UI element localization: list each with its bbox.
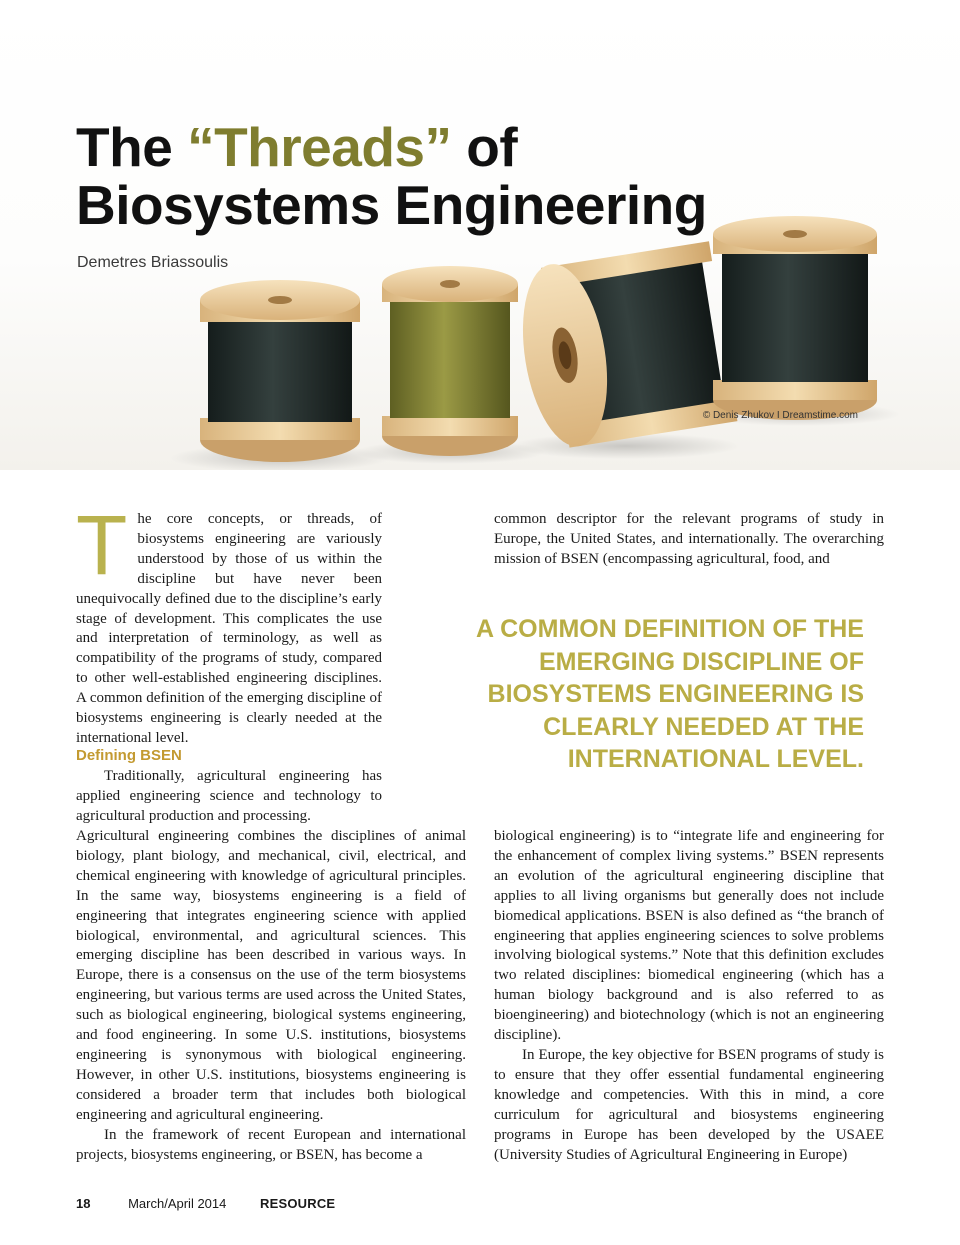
pull-quote-line-4: CLEARLY NEEDED AT THE xyxy=(543,712,864,741)
title-prefix: The xyxy=(76,116,188,178)
drop-cap: T xyxy=(76,498,128,592)
right-top-text: common descriptor for the relevant programs of study in Europe, the United States, and internationally. The overarching mission of BSEN (encompassing agricultural, food, and xyxy=(494,511,884,567)
right-column-bottom xyxy=(494,827,884,1165)
right-column-top xyxy=(494,510,884,570)
publication-name: RESOURCE xyxy=(260,1196,336,1211)
page-footer xyxy=(76,1196,335,1211)
defining-paragraph-start xyxy=(76,767,382,827)
title-middle: of xyxy=(451,116,518,178)
spool-olive xyxy=(382,266,518,456)
title-accent: “Threads” xyxy=(187,116,452,178)
pull-quote-line-1: A COMMON DEFINITION OF THE xyxy=(476,615,864,643)
photo-credit: © Denis Zhukov I Dreamstime.com xyxy=(702,410,858,421)
pull-quote-line-3: BIOSYSTEMS ENGINEERING IS xyxy=(487,680,864,708)
title-line2: Biosystems Engineering xyxy=(76,174,707,236)
left-column-body xyxy=(76,827,466,1165)
issue-date: March/April 2014 xyxy=(128,1196,227,1211)
pull-quote-line-2: EMERGING DISCIPLINE OF xyxy=(538,647,864,676)
pull-quote xyxy=(430,613,864,776)
pull-quote-line-5: INTERNATIONAL LEVEL. xyxy=(567,745,864,773)
intro-paragraph xyxy=(76,498,382,749)
section-heading: Defining BSEN xyxy=(76,747,182,764)
spool-dark-right xyxy=(713,216,877,420)
article-title xyxy=(76,118,707,234)
defining-p1-rest: Agricultural engineering combines the disciplines of animal biology, plant biology, and mechanical, civil, electrical, and chemical engineering with knowledge of agricultural principles. In the same way, biosystems engineering is a field of engineering that integrates engineering science with applied biological, environmental, and agricultural sciences. This emerging discipline has been described in various ways. In Europe, there is a consensus on the use of the term biosystems engineering, but various terms are used across the United States, such as biological engineering, biological systems engineering, and food engineering. In some U.S. institutions, biosystems engineering is synonymous with biological engineering. However, in other U.S. institutions, biosystems engineering is considered a broader term that includes both biological engineering and agricultural engineering. xyxy=(76,828,466,1123)
right-bottom-p1: biological engineering) is to “integrate life and engineering for the enhancement of complex living systems.” BSEN represents an evolution of the agricultural engineering discipline that applies to all living organisms but generally does not include biomedical applications. BSEN is also defined as “the branch of engineering that applies engineering sciences to solve problems involving biological systems.” Note that this definition excludes two related disciplines: biomedical engineering (which has a human biology background and is also referred to as bioengineering) and biotechnology (which is not an engineering discipline). xyxy=(494,828,884,1044)
spool-dark-left xyxy=(200,280,360,462)
intro-text: he core concepts, or threads, of biosystems engineering are variously understood by those of us within the discipline but have never been unequivocally defined due to the discipline’s early stage of development. This complicates the use and interpretation of terminology, as well as compatibility of the programs of study, compared to other well-established engineering disciplines. A common definition of the emerging discipline of biosystems engineering is clearly needed at the international level. xyxy=(76,511,382,746)
author-byline: Demetres Briassoulis xyxy=(77,254,229,271)
defining-p2: In the framework of recent European and international projects, biosystems engineering, or BSEN, has become a xyxy=(76,1126,466,1163)
hero-image xyxy=(0,0,960,470)
defining-p1-start: Traditionally, agricultural engineering has applied engineering science and technology to agricultural production and processing. xyxy=(76,768,382,824)
right-bottom-p2: In Europe, the key objective for BSEN programs of study is to ensure that they offer essential fundamental engineering knowledge and competencies. With this in mind, a core curriculum for agricultural and biosystems engineering programs in Europe has been developed by the USAEE (University Studies of Agricultural Engineering in Europe) xyxy=(494,1046,884,1163)
page-number: 18 xyxy=(76,1196,91,1211)
